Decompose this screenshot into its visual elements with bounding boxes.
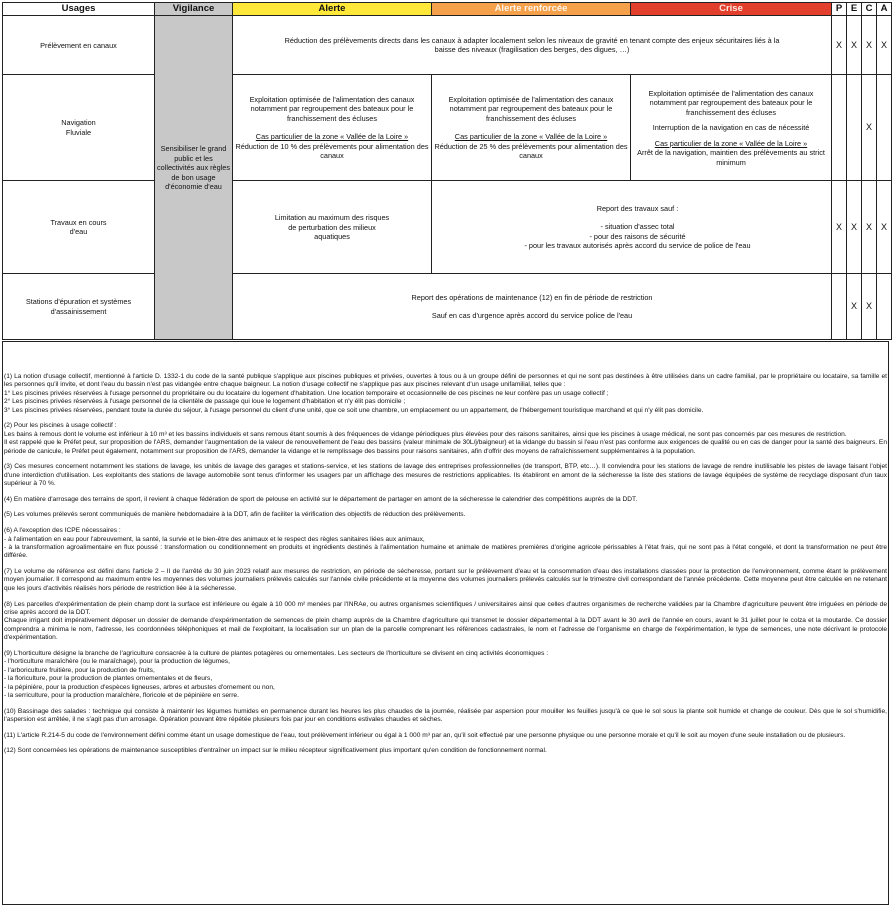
restrictions-table (2, 2, 892, 340)
header-usages: Usages (3, 3, 155, 16)
footnote-7 (4, 568, 887, 593)
footnote-line: (11) L'article R.214-5 du code de l'environnement défini comme étant un usage domestique de l'eau, tout prélèvement inférieur ou égal à 1 000 m³ par an, qu'il soit effectué par une personne physique ou une personne morale et qu'il le soit au moyen d'une seule installation ou de plusieurs. (4, 731, 846, 739)
mark-a (877, 75, 892, 181)
travaux-item: - pour des raisons de sécurité (589, 231, 686, 241)
vigilance-cell (155, 16, 233, 340)
footnote-12 (4, 747, 887, 755)
footnote-line: - à l'alimentation en eau pour l'abreuvement, la santé, la survie et le bien-être des animaux et le respect des règles sanitaires liées aux animaux, (4, 535, 425, 543)
alerte-travaux: Limitation au maximum des risques de perturbation des milieux aquatiques (233, 181, 432, 274)
footnote-line: - l'arboriculture fruitière, pour la production de fruits, (4, 666, 155, 674)
footnote-8 (4, 601, 887, 643)
footnote-line: (4) En matière d'arrosage des terrains de sport, il revient à chaque fédération de sport de pelouse en activité sur le département de partager en amont de la sécheresse le calendrier des compétitions auprès de la DDT. (4, 495, 638, 503)
footnote-3 (4, 463, 887, 488)
row-stations (3, 274, 892, 340)
row-navigation (3, 75, 892, 181)
footnote-line: - l'horticulture maraîchère (ou le maraîchage), pour la production de légumes, (4, 658, 230, 666)
footnote-4 (4, 496, 887, 504)
footnote-line: (10) Bassinage des salades : technique qui consiste à maintenir les légumes humides en permanence durant les heures les plus chaudes de la journée, réalisée par aspersion pour mouiller les feuilles jusqu'à ce que le sol sous la plante soit humide et change de couleur. Dès que le sol s'humidifie, l'aspersion est arrêtée, il ne s'agit pas d'un arrosage. Opération pouvant être répétée plusieurs fois par jour en conditions estivales chaudes et sèches. (4, 707, 887, 724)
header-e: E (847, 3, 862, 16)
footnote-10 (4, 708, 887, 725)
mark-p (832, 75, 847, 181)
footnote-line: (7) Le volume de référence est défini dans l'article 2 – II de l'arrêté du 30 juin 2023 relatif aux mesures de restriction, en période de sécheresse, portant sur le prélèvement d'eau et la consommation d'eau des installations classées pour la protection de l'environnement, comme étant le prélèvement moyen journalier. Il correspond au maximum entre les moyennes des volumes journaliers prélevés calculés sur l'année civile précédente et la moyenne des volumes journaliers prélevés calculés sur le trimestre civil correspondant de l'année précédente. Cette moyenne peut être calculée en ne retenant que les jours d'activités réalisés hors période de restriction liée à la sécheresse. (4, 568, 887, 592)
footnote-line: Les bains à remous dont le volume est inférieur à 10 m³ et les bassins individuels et sans remous étant soumis à des fréquences de vidange périodiques plus élevées pour des raisons sanitaires, ainsi que les piscines à usage médical, ne sont pas concernés par ces mesures de restriction. (4, 430, 847, 438)
header-alerte-renforcee: Alerte renforcée (432, 3, 631, 16)
footnotes (2, 341, 889, 905)
footnote-line: 2° Les piscines privées réservées à l'usage personnel de la clientèle de passage qui loue le logement d'habitation et n'y élit pas domicile ; (4, 398, 406, 406)
mark-c: X (862, 16, 877, 75)
mark-a (877, 274, 892, 340)
header-vigilance: Vigilance (155, 3, 233, 16)
footnote-line: - la floriculture, pour la production de plantes ornementales et de fleurs, (4, 675, 213, 683)
header-crise: Crise (631, 3, 832, 16)
footnote-6 (4, 527, 887, 561)
travaux-item: - pour les travaux autorisés après accord du service de police de l'eau (524, 241, 751, 251)
mark-c: X (862, 75, 877, 181)
footnote-5 (4, 511, 887, 519)
mark-e (847, 75, 862, 181)
usage-travaux: Travaux en cours d'eau (3, 181, 155, 274)
footnote-line: (9) L'horticulture désigne la branche de l'agriculture consacrée à la culture de plantes potagères ou ornementales. Les secteurs de l'horticulture se divisent en cinq activités économiques : (4, 649, 549, 657)
header-alerte: Alerte (233, 3, 432, 16)
footnote-line: Il est rappelé que le Préfet peut, sur proposition de l'ARS, demander l'augmentation de la valeur de renouvellement de l'eau des bassins (valeur minimale de 30L/j/baigneur) et la vidange du bassin si l'eau n'est pas conforme aux exigences de qualité ou en cas de danger pour la santé des baigneurs. En période de canicule, le Préfet peut également, notamment sur proposition de l'ARS, demander la vidange et le remplissage des bassins pour raisons sanitaires, afin d'offrir des moyens de rafraîchissement supplémentaires à la population. (4, 439, 887, 455)
header-c: C (862, 3, 877, 16)
mark-e: X (847, 181, 862, 274)
footnote-line: 3° Les piscines privées réservées, pendant toute la durée du séjour, à l'usage personnel du client d'une unité, que ce soit une chambre, un emplacement ou un appartement, de l'hébergement touristique marchand et qui n'y élit pas domicile. (4, 406, 704, 414)
footnote-line: - la serriculture, pour la production maraîchère, floricole et de pépinière en serre. (4, 692, 239, 700)
usage-navigation: Navigation Fluviale (3, 75, 155, 181)
footnote-line: 1° Les piscines privées réservées à l'usage personnel du propriétaire ou du locataire du logement d'habitation. Une location temporaire et occasionnelle de ces piscines ne leur confère pas un usage collectif ; (4, 389, 609, 397)
footnote-11 (4, 732, 887, 740)
vigilance-text: Sensibiliser le grand public et les collectivités aux règles de bon usage d'économie d'eau (157, 144, 231, 192)
header-p: P (832, 3, 847, 16)
mark-p: X (832, 16, 847, 75)
mark-p (832, 274, 847, 340)
footnote-line: (2) Pour les piscines à usage collectif : (4, 422, 117, 430)
row-travaux (3, 181, 892, 274)
mark-a: X (877, 16, 892, 75)
renforcee-navigation: Exploitation optimisée de l'alimentation des canaux notamment par regroupement des bateaux pour le franchissement des écluses Cas particulier de la zone « Vallée de la Loire » Réduction de 25 % des prélèvements pour alimentation des canaux (432, 75, 631, 181)
mark-p: X (832, 181, 847, 274)
measure-stations: Report des opérations de maintenance (12) en fin de période de restriction Sauf en cas d'urgence après accord du service police de l'eau (233, 274, 832, 340)
report-travaux: Report des travaux sauf : - situation d'assec total - pour des raisons de sécurité - pour les travaux autorisés après accord du service de police de l'eau (432, 181, 832, 274)
measure-canaux: Réduction des prélèvements directs dans les canaux à adapter localement selon les niveaux de gravité en tenant compte des enjeux sécuritaires liés à la baisse des niveaux (fragilisation des berges, des digues, …) (233, 16, 832, 75)
header-a: A (877, 3, 892, 16)
footnote-line: - la pépinière, pour la production d'espèces ligneuses, arbres et arbustes d'ornement ou non, (4, 683, 275, 691)
footnote-line: (8) Les parcelles d'expérimentation de plein champ dont la surface est inférieure ou égale à 10 000 m² menées par l'INRAe, ou autres organismes scientifiques / universitaires ainsi que celles d'autres organismes de recherche validées par la Chambre d'agriculture peuvent être irriguées en période de crise après accord de la DDT. (4, 600, 887, 616)
usage-stations: Stations d'épuration et systèmes d'assainissement (3, 274, 155, 340)
footnote-line: (5) Les volumes prélevés seront communiqués de manière hebdomadaire à la DDT, afin de faciliter la vérification des objectifs de réduction des prélèvements. (4, 511, 466, 519)
footnote-line: (3) Ces mesures concernent notamment les stations de lavage, les unités de lavage des garages et stations-service, et les stations de lavage des entreprises professionnelles (de transport, BTP, etc…). Il conviendra pour les stations de lavage de rendre inutilisable les pistes de lavage faisant l'objet d'une interdiction d'utilisation. Les exploitants des stations de lavage automobile sont tenus d'informer les usagers par un affichage des mesures de restrictions applicables. Ils établiront en amont de la sécheresse la liste des stations de lavage équipées de système de recyclage disposant d'un taux supérieur à 70 %. (4, 463, 887, 488)
footnote-line: (1) La notion d'usage collectif, mentionné à l'article D. 1332-1 du code de la santé publique s'applique aux piscines publiques et privées, ouvertes à tous ou à un groupe défini de personnes et qui ne sont pas destinées à être utilisées dans un cadre familial, par le propriétaire ou locataire, sa famille et les personnes qu'il invite, et dont l'eau du bassin n'est pas vidangée entre chaque baigneur. La notion d'usage collectif ne s'applique pas aux piscines relevant d'un usage unifamilial, telles que : (4, 373, 887, 389)
row-canaux (3, 16, 892, 75)
mark-a: X (877, 181, 892, 274)
footnote-line: Chaque irrigant doit impérativement déposer un dossier de demande d'expérimentation de semences de plein champ auprès de la Chambre d'agriculture qui transmet le dossier départemental à la DDT avant le 30 avril de l'année en cours, avant le 31 juillet pour le colza et la moutarde. Ce dossier comprendra a minima le nom, l'adresse, les coordonnées téléphoniques et mail de l'exploitant, la localisation sur un plan de la parcelle comprenant les références cadastrales, le nom et l'adresse de l'organisme en charge de l'expérimentation, le type de semences, une note décrivant le protocole d'expérimentation. (4, 617, 887, 642)
mark-e: X (847, 16, 862, 75)
crise-navigation: Exploitation optimisée de l'alimentation des canaux notamment par regroupement des bateaux pour le franchissement des écluses Interruption de la navigation en cas de nécessité Cas particulier de la zone « Vallée de la Loire » Arrêt de la navigation, maintien des prélèvements au strict minimum (631, 75, 832, 181)
footnote-2 (4, 422, 887, 456)
usage-canaux: Prélèvement en canaux (3, 16, 155, 75)
mark-e: X (847, 274, 862, 340)
mark-c: X (862, 181, 877, 274)
footnote-line: (12) Sont concernées les opérations de maintenance susceptibles d'entraîner un impact sur le milieu récepteur significativement plus important qu'en condition de fonctionnement normal. (4, 747, 547, 755)
footnote-1 (4, 373, 887, 415)
footnote-line: - à la transformation agroalimentaire en flux poussé : transformation ou conditionnement en produits et ingrédients destinés à l'alimentation humaine et animale de matières premières d'origine agricole périssables à l'état frais, qui ne sont pas à l'état congelé, et dont la transformation ne peut être différée. (4, 543, 887, 560)
travaux-item: - situation d'assec total (600, 222, 675, 232)
footnote-line: (6) A l'exception des ICPE nécessaires : (4, 527, 121, 535)
footnote-9 (4, 650, 887, 701)
mark-c: X (862, 274, 877, 340)
alerte-navigation: Exploitation optimisée de l'alimentation des canaux notamment par regroupement des bateaux pour le franchissement des écluses Cas particulier de la zone « Vallée de la Loire » Réduction de 10 % des prélèvements pour alimentation des canaux (233, 75, 432, 181)
